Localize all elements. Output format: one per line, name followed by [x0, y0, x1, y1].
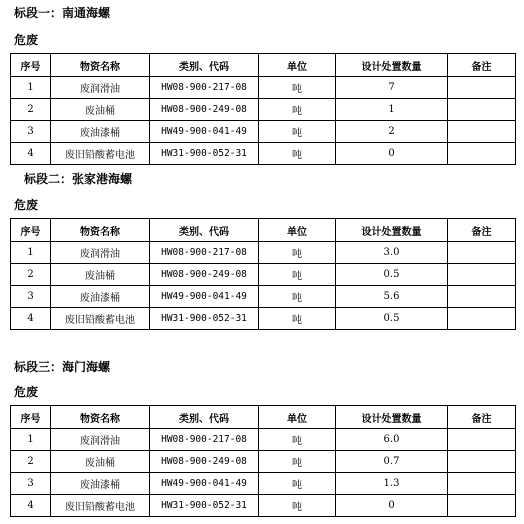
cell-note — [448, 264, 516, 286]
cell-unit: 吨 — [259, 121, 336, 143]
cell-no: 2 — [11, 264, 51, 286]
cell-name: 废旧铅酸蓄电池 — [51, 143, 150, 165]
cell-qty: 1 — [336, 99, 448, 121]
cell-code: HW08-900-217-08 — [150, 77, 259, 99]
section-3-title: 标段三：海门海螺 — [14, 360, 111, 374]
cell-no: 1 — [11, 429, 51, 451]
cell-no: 3 — [11, 121, 51, 143]
col-header-no: 序号 — [11, 219, 51, 242]
cell-unit: 吨 — [259, 143, 336, 165]
cell-no: 3 — [11, 286, 51, 308]
cell-qty: 5.6 — [336, 286, 448, 308]
cell-unit: 吨 — [259, 242, 336, 264]
col-header-note: 备注 — [448, 219, 516, 242]
cell-qty: 0 — [336, 143, 448, 165]
cell-name: 废油桶 — [51, 451, 150, 473]
section-2-subtitle: 危废 — [14, 198, 39, 212]
cell-note — [448, 121, 516, 143]
cell-note — [448, 308, 516, 330]
cell-qty: 2 — [336, 121, 448, 143]
col-header-note: 备注 — [448, 54, 516, 77]
table-row — [11, 264, 516, 286]
col-header-unit: 单位 — [259, 219, 336, 242]
cell-code: HW08-900-249-08 — [150, 451, 259, 473]
section-2-title: 标段二：张家港海螺 — [24, 172, 133, 186]
cell-qty: 6.0 — [336, 429, 448, 451]
table-row — [11, 143, 516, 165]
cell-note — [448, 77, 516, 99]
cell-unit: 吨 — [259, 451, 336, 473]
cell-qty: 0.5 — [336, 308, 448, 330]
cell-name: 废润滑油 — [51, 429, 150, 451]
cell-name: 废油桶 — [51, 264, 150, 286]
col-header-qty: 设计处置数量 — [336, 406, 448, 429]
section-3-table — [10, 405, 516, 517]
cell-code: HW08-900-217-08 — [150, 242, 259, 264]
cell-note — [448, 286, 516, 308]
cell-unit: 吨 — [259, 429, 336, 451]
cell-code: HW49-900-041-49 — [150, 121, 259, 143]
cell-qty: 0.7 — [336, 451, 448, 473]
cell-no: 1 — [11, 242, 51, 264]
cell-code: HW31-900-052-31 — [150, 495, 259, 517]
cell-name: 废旧铅酸蓄电池 — [51, 495, 150, 517]
section-1-subtitle: 危废 — [14, 33, 39, 47]
cell-code: HW08-900-249-08 — [150, 264, 259, 286]
cell-qty: 0.5 — [336, 264, 448, 286]
cell-code: HW49-900-041-49 — [150, 473, 259, 495]
cell-unit: 吨 — [259, 286, 336, 308]
cell-unit: 吨 — [259, 77, 336, 99]
cell-note — [448, 99, 516, 121]
col-header-qty: 设计处置数量 — [336, 219, 448, 242]
section-2-table — [10, 218, 516, 330]
cell-note — [448, 242, 516, 264]
cell-code: HW31-900-052-31 — [150, 143, 259, 165]
cell-note — [448, 495, 516, 517]
table-row — [11, 429, 516, 451]
cell-note — [448, 473, 516, 495]
cell-no: 3 — [11, 473, 51, 495]
col-header-no: 序号 — [11, 54, 51, 77]
cell-no: 1 — [11, 77, 51, 99]
cell-qty: 0 — [336, 495, 448, 517]
cell-code: HW08-900-249-08 — [150, 99, 259, 121]
col-header-name: 物资名称 — [51, 219, 150, 242]
cell-note — [448, 143, 516, 165]
table-row — [11, 308, 516, 330]
col-header-code: 类别、代码 — [150, 406, 259, 429]
table-row — [11, 242, 516, 264]
table-row — [11, 77, 516, 99]
cell-note — [448, 429, 516, 451]
cell-no: 4 — [11, 495, 51, 517]
table-row — [11, 99, 516, 121]
cell-unit: 吨 — [259, 473, 336, 495]
cell-unit: 吨 — [259, 99, 336, 121]
cell-name: 废润滑油 — [51, 77, 150, 99]
cell-name: 废油漆桶 — [51, 473, 150, 495]
section-1-title: 标段一：南通海螺 — [14, 6, 111, 20]
cell-name: 废油漆桶 — [51, 286, 150, 308]
cell-name: 废润滑油 — [51, 242, 150, 264]
cell-name: 废油漆桶 — [51, 121, 150, 143]
cell-no: 2 — [11, 451, 51, 473]
table-row — [11, 286, 516, 308]
col-header-name: 物资名称 — [51, 406, 150, 429]
cell-code: HW08-900-217-08 — [150, 429, 259, 451]
cell-qty: 7 — [336, 77, 448, 99]
col-header-no: 序号 — [11, 406, 51, 429]
col-header-qty: 设计处置数量 — [336, 54, 448, 77]
col-header-code: 类别、代码 — [150, 54, 259, 77]
table-row — [11, 451, 516, 473]
section-3-subtitle: 危废 — [14, 385, 39, 399]
cell-code: HW49-900-041-49 — [150, 286, 259, 308]
table-header-row — [11, 54, 516, 77]
table-header-row — [11, 219, 516, 242]
cell-no: 4 — [11, 143, 51, 165]
col-header-unit: 单位 — [259, 54, 336, 77]
table-row — [11, 473, 516, 495]
cell-unit: 吨 — [259, 308, 336, 330]
col-header-name: 物资名称 — [51, 54, 150, 77]
cell-unit: 吨 — [259, 495, 336, 517]
table-row — [11, 495, 516, 517]
cell-qty: 3.0 — [336, 242, 448, 264]
cell-unit: 吨 — [259, 264, 336, 286]
cell-name: 废油桶 — [51, 99, 150, 121]
table-row — [11, 121, 516, 143]
cell-no: 4 — [11, 308, 51, 330]
cell-qty: 1.3 — [336, 473, 448, 495]
table-header-row — [11, 406, 516, 429]
col-header-note: 备注 — [448, 406, 516, 429]
cell-note — [448, 451, 516, 473]
section-1-table — [10, 53, 516, 165]
cell-no: 2 — [11, 99, 51, 121]
cell-code: HW31-900-052-31 — [150, 308, 259, 330]
cell-name: 废旧铅酸蓄电池 — [51, 308, 150, 330]
col-header-unit: 单位 — [259, 406, 336, 429]
col-header-code: 类别、代码 — [150, 219, 259, 242]
